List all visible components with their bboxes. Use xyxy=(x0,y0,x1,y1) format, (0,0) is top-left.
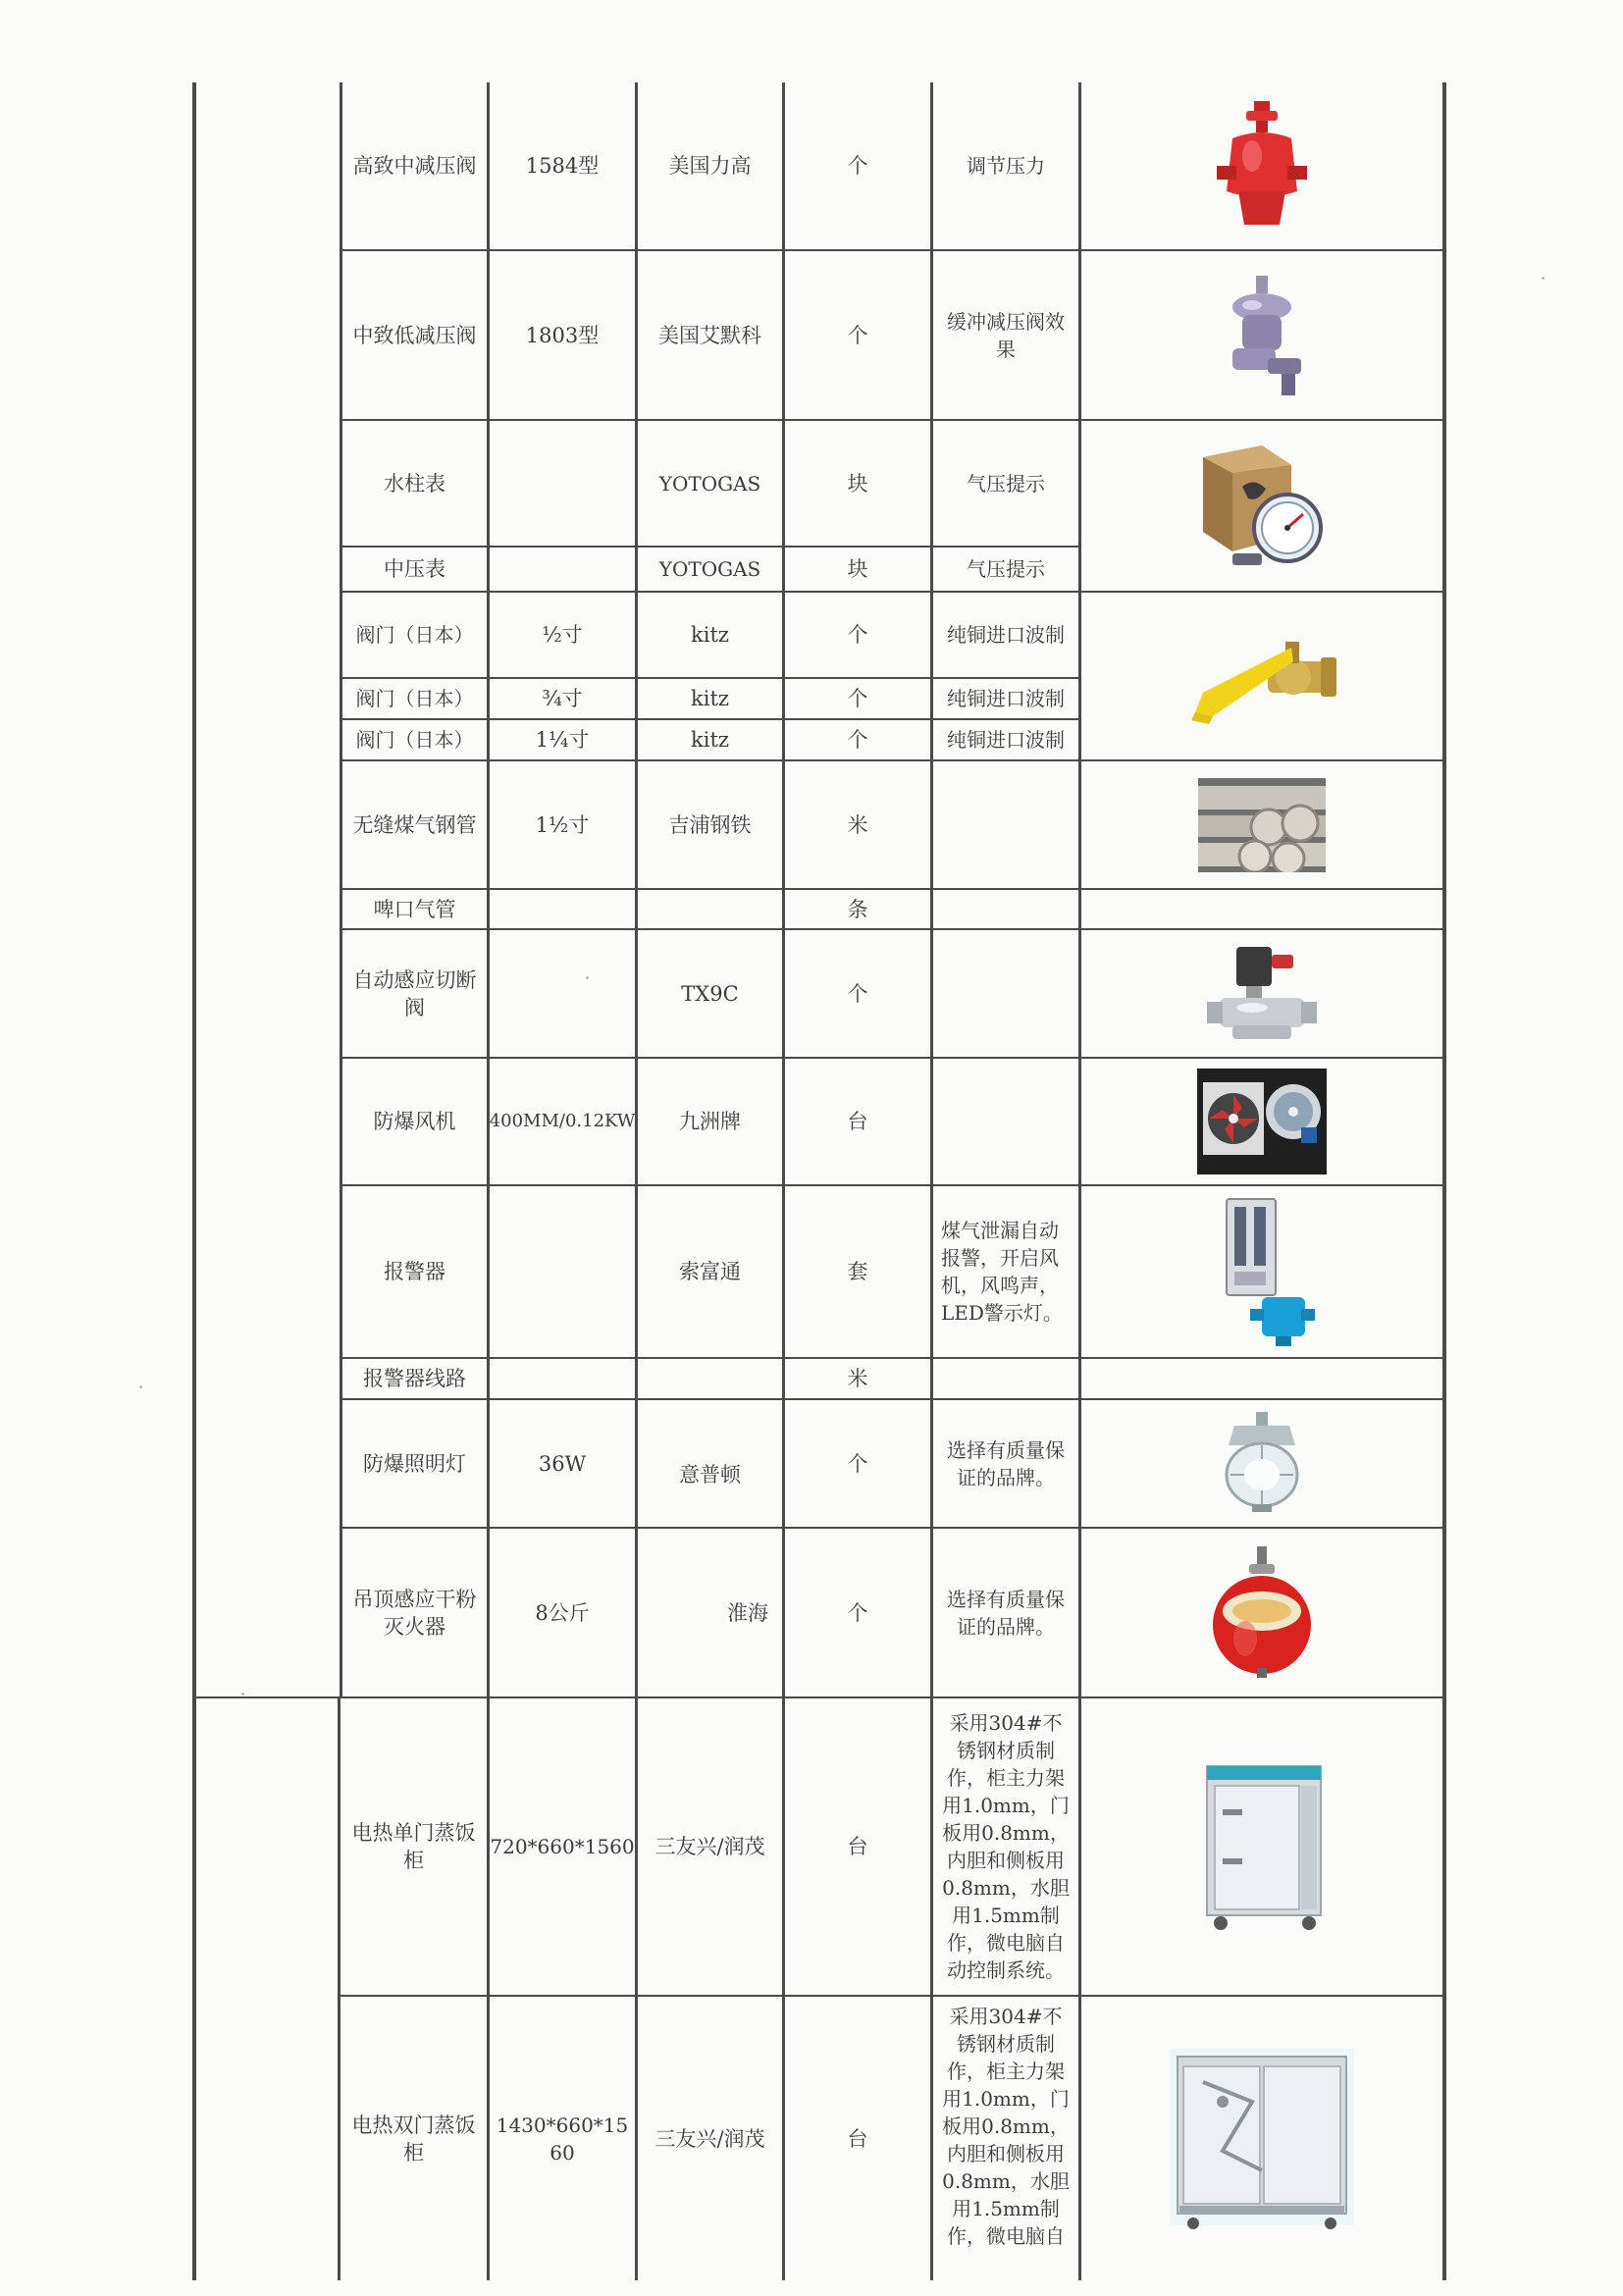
desc-cell xyxy=(933,1698,1078,1995)
table-row xyxy=(342,1186,487,1357)
unit-cell xyxy=(785,1359,930,1398)
spec-cell xyxy=(490,761,635,888)
item-brand: 美国艾默科 xyxy=(658,323,761,347)
ceiling-fire-extinguisher-icon xyxy=(1208,1544,1316,1682)
item-unit: 米 xyxy=(847,1367,868,1390)
item-desc: 选择有质量保证的品牌。 xyxy=(947,1437,1065,1489)
item-desc: 采用304#不锈钢材质制作，柜主力架用1.0mm，门板用0.8mm，内胆和侧板用0.8mm，水胆用1.5mm制作，微电脑自动控制系统。 xyxy=(942,1711,1070,1982)
item-brand: YOTOGAS xyxy=(658,557,761,581)
table-row xyxy=(342,82,487,249)
desc-cell xyxy=(933,930,1078,1057)
table-row xyxy=(340,1997,487,2280)
brand-cell xyxy=(638,548,782,591)
product-image-cell xyxy=(1081,82,1442,249)
desc-cell xyxy=(933,1059,1078,1184)
unit-cell xyxy=(785,720,930,759)
item-desc: 纯铜进口波制 xyxy=(947,623,1065,647)
brand-cell xyxy=(638,82,782,249)
item-brand: 三友兴/润茂 xyxy=(654,1835,765,1858)
product-image-cell xyxy=(1081,1186,1442,1357)
item-name: 阀门（日本） xyxy=(355,623,474,647)
item-name: 啤口气管 xyxy=(373,897,456,921)
table-row xyxy=(342,421,487,546)
item-name: 自动感应切断阀 xyxy=(352,967,477,1019)
spec-cell xyxy=(490,1059,635,1184)
unit-cell xyxy=(785,1698,930,1995)
desc-cell xyxy=(933,593,1078,677)
item-name: 电热双门蒸饭柜 xyxy=(351,2113,476,2165)
brand-cell xyxy=(638,1698,782,1995)
brand-cell xyxy=(638,930,782,1057)
desc-cell xyxy=(933,1997,1078,2280)
table-row xyxy=(342,890,487,928)
item-name: 报警器 xyxy=(384,1260,445,1283)
table-row xyxy=(342,1529,487,1696)
item-name: 阀门（日本） xyxy=(355,687,474,710)
item-spec: 1½寸 xyxy=(535,812,590,837)
brand-cell xyxy=(638,593,782,677)
item-unit: 米 xyxy=(847,812,868,837)
item-unit: 个 xyxy=(847,687,868,710)
item-unit: 个 xyxy=(847,623,868,647)
unit-cell xyxy=(785,1400,930,1527)
item-name: 防爆风机 xyxy=(373,1110,456,1133)
item-unit: 台 xyxy=(847,1835,868,1858)
item-brand: 意普顿 xyxy=(679,1462,741,1487)
unit-cell xyxy=(785,761,930,888)
spec-cell xyxy=(490,1186,635,1357)
scan-speck xyxy=(586,976,589,979)
table-row xyxy=(342,1400,487,1527)
unit-cell xyxy=(785,1997,930,2280)
table-row xyxy=(342,761,487,888)
unit-cell xyxy=(785,890,930,928)
item-brand: 淮海 xyxy=(727,1600,768,1625)
item-desc: 气压提示 xyxy=(967,471,1045,496)
item-desc: 选择有质量保证的品牌。 xyxy=(947,1587,1065,1639)
brand-cell xyxy=(638,1359,782,1398)
pressure-gauge-box-icon xyxy=(1193,438,1331,575)
unit-cell xyxy=(785,1186,930,1357)
gas-alarm-unit-icon xyxy=(1203,1193,1321,1350)
scan-speck xyxy=(1542,277,1544,280)
spec-cell xyxy=(490,1359,635,1398)
item-unit: 个 xyxy=(847,1600,868,1625)
item-desc: 气压提示 xyxy=(967,557,1045,581)
item-brand: 美国力高 xyxy=(668,154,752,178)
unit-cell xyxy=(785,82,930,249)
item-spec: 1¼寸 xyxy=(535,728,590,752)
item-unit: 块 xyxy=(847,471,868,496)
spec-cell xyxy=(490,930,635,1057)
brand-cell xyxy=(638,679,782,718)
item-name: 报警器线路 xyxy=(363,1367,466,1390)
item-desc: 调节压力 xyxy=(967,154,1045,178)
item-name: 防爆照明灯 xyxy=(363,1451,466,1476)
item-brand: TX9C xyxy=(681,981,739,1006)
item-desc: 纯铜进口波制 xyxy=(947,687,1065,710)
desc-cell xyxy=(933,1400,1078,1527)
spec-cell xyxy=(490,251,635,419)
item-unit: 条 xyxy=(847,897,868,921)
spec-cell xyxy=(490,82,635,249)
spec-cell xyxy=(490,1529,635,1696)
product-image-cell xyxy=(1081,1997,1442,2280)
item-desc: 缓冲减压阀效果 xyxy=(947,309,1065,361)
brand-cell xyxy=(638,251,782,419)
item-name: 中压表 xyxy=(384,557,445,581)
item-unit: 个 xyxy=(847,981,868,1006)
brand-cell xyxy=(638,720,782,759)
product-image-cell xyxy=(1081,1400,1442,1527)
item-spec: 720*660*1560 xyxy=(490,1835,635,1858)
single-door-steamer-icon xyxy=(1193,1760,1331,1933)
unit-cell xyxy=(785,679,930,718)
table-border-right xyxy=(1442,82,1446,2280)
item-unit: 台 xyxy=(847,1110,868,1133)
spec-cell xyxy=(490,1997,635,2280)
unit-cell xyxy=(785,1529,930,1696)
unit-cell xyxy=(785,930,930,1057)
red-pressure-regulator-icon xyxy=(1213,97,1311,235)
item-name: 无缝煤气钢管 xyxy=(352,812,477,837)
solenoid-shutoff-valve-icon xyxy=(1203,943,1321,1045)
item-desc: 采用304#不锈钢材质制作，柜主力架用1.0mm，门板用0.8mm，内胆和侧板用0.8mm，水胆用1.5mm制作，微电脑自 xyxy=(942,2005,1070,2248)
item-spec: 1430*660*1560 xyxy=(496,2113,629,2165)
desc-cell xyxy=(933,890,1078,928)
spec-cell xyxy=(490,890,635,928)
desc-cell xyxy=(933,548,1078,591)
item-name: 高致中减压阀 xyxy=(352,154,477,178)
spec-cell xyxy=(490,720,635,759)
item-desc: 煤气泄漏自动报警，开启风机，风鸣声，LED警示灯。 xyxy=(941,1219,1063,1325)
spec-cell xyxy=(490,421,635,546)
product-image-cell xyxy=(1081,1529,1442,1696)
item-brand: 吉浦钢铁 xyxy=(668,812,752,837)
item-brand: 九洲牌 xyxy=(679,1110,741,1133)
item-brand: kitz xyxy=(691,623,729,647)
spec-cell xyxy=(490,1400,635,1527)
item-spec: ¾寸 xyxy=(542,687,583,710)
unit-cell xyxy=(785,251,930,419)
desc-cell xyxy=(933,82,1078,249)
table-row xyxy=(342,1359,487,1398)
table-row xyxy=(342,679,487,718)
item-name: 阀门（日本） xyxy=(355,728,474,752)
desc-cell xyxy=(933,720,1078,759)
table-row xyxy=(342,251,487,419)
item-brand: 索富通 xyxy=(679,1260,741,1283)
yellow-ball-valve-icon xyxy=(1183,622,1340,730)
brand-cell xyxy=(638,1059,782,1184)
product-image-cell xyxy=(1081,930,1442,1057)
item-spec: 400MM/0.12KW xyxy=(489,1111,636,1131)
table-row xyxy=(342,593,487,677)
unit-cell xyxy=(785,548,930,591)
item-spec: 1584型 xyxy=(525,154,600,178)
desc-cell xyxy=(933,679,1078,718)
desc-cell xyxy=(933,1529,1078,1696)
explosion-proof-lamp-icon xyxy=(1213,1410,1311,1518)
spec-cell xyxy=(490,679,635,718)
item-brand: 三友兴/润茂 xyxy=(654,2126,765,2151)
spec-cell xyxy=(490,548,635,591)
item-spec: 8公斤 xyxy=(535,1600,590,1625)
item-unit: 个 xyxy=(847,1451,868,1476)
product-image-cell xyxy=(1081,1059,1442,1184)
table-row xyxy=(340,1698,487,1995)
item-name: 中致低减压阀 xyxy=(352,323,477,347)
product-image-cell xyxy=(1081,251,1442,419)
spec-cell xyxy=(490,1698,635,1995)
item-spec: 1803型 xyxy=(525,323,600,347)
item-unit: 个 xyxy=(847,728,868,752)
item-unit: 套 xyxy=(847,1260,868,1283)
product-image-cell xyxy=(1081,761,1442,888)
desc-cell xyxy=(933,1359,1078,1398)
brand-cell xyxy=(638,1529,782,1696)
brand-cell xyxy=(638,761,782,888)
explosion-proof-fans-icon xyxy=(1197,1069,1327,1174)
item-unit: 个 xyxy=(847,323,868,347)
product-image-cell xyxy=(1081,593,1442,759)
unit-cell xyxy=(785,1059,930,1184)
steel-pipes-icon xyxy=(1198,778,1326,872)
scan-speck xyxy=(241,1693,244,1696)
scan-speck xyxy=(139,1385,142,1388)
spec-cell xyxy=(490,593,635,677)
desc-cell xyxy=(933,1186,1078,1357)
item-unit: 块 xyxy=(847,557,868,581)
item-name: 水柱表 xyxy=(384,471,445,496)
item-spec: 36W xyxy=(538,1451,587,1476)
desc-cell xyxy=(933,251,1078,419)
table-border-left xyxy=(192,82,196,2280)
item-name: 电热单门蒸饭柜 xyxy=(351,1821,476,1872)
item-brand: kitz xyxy=(691,728,729,752)
desc-cell xyxy=(933,421,1078,546)
item-name: 吊顶感应干粉灭火器 xyxy=(352,1587,477,1639)
brand-cell xyxy=(638,890,782,928)
item-spec: ½寸 xyxy=(542,623,583,647)
table-row xyxy=(342,1059,487,1184)
unit-cell xyxy=(785,593,930,677)
table-row xyxy=(342,548,487,591)
item-unit: 个 xyxy=(847,154,868,178)
product-image-cell xyxy=(1081,1698,1442,1995)
item-brand: YOTOGAS xyxy=(658,471,761,496)
brand-cell xyxy=(638,1186,782,1357)
brand-cell xyxy=(638,421,782,546)
item-unit: 台 xyxy=(847,2126,868,2151)
brand-cell xyxy=(638,1400,782,1527)
item-desc: 纯铜进口波制 xyxy=(947,728,1065,752)
item-brand: kitz xyxy=(691,687,729,710)
unit-cell xyxy=(785,421,930,546)
table-row xyxy=(342,930,487,1057)
product-image-cell xyxy=(1081,421,1442,591)
table-row xyxy=(342,720,487,759)
gas-regulator-icon xyxy=(1213,272,1311,399)
brand-cell xyxy=(638,1997,782,2280)
double-door-steamer-icon xyxy=(1164,2043,1360,2235)
desc-cell xyxy=(933,761,1078,888)
